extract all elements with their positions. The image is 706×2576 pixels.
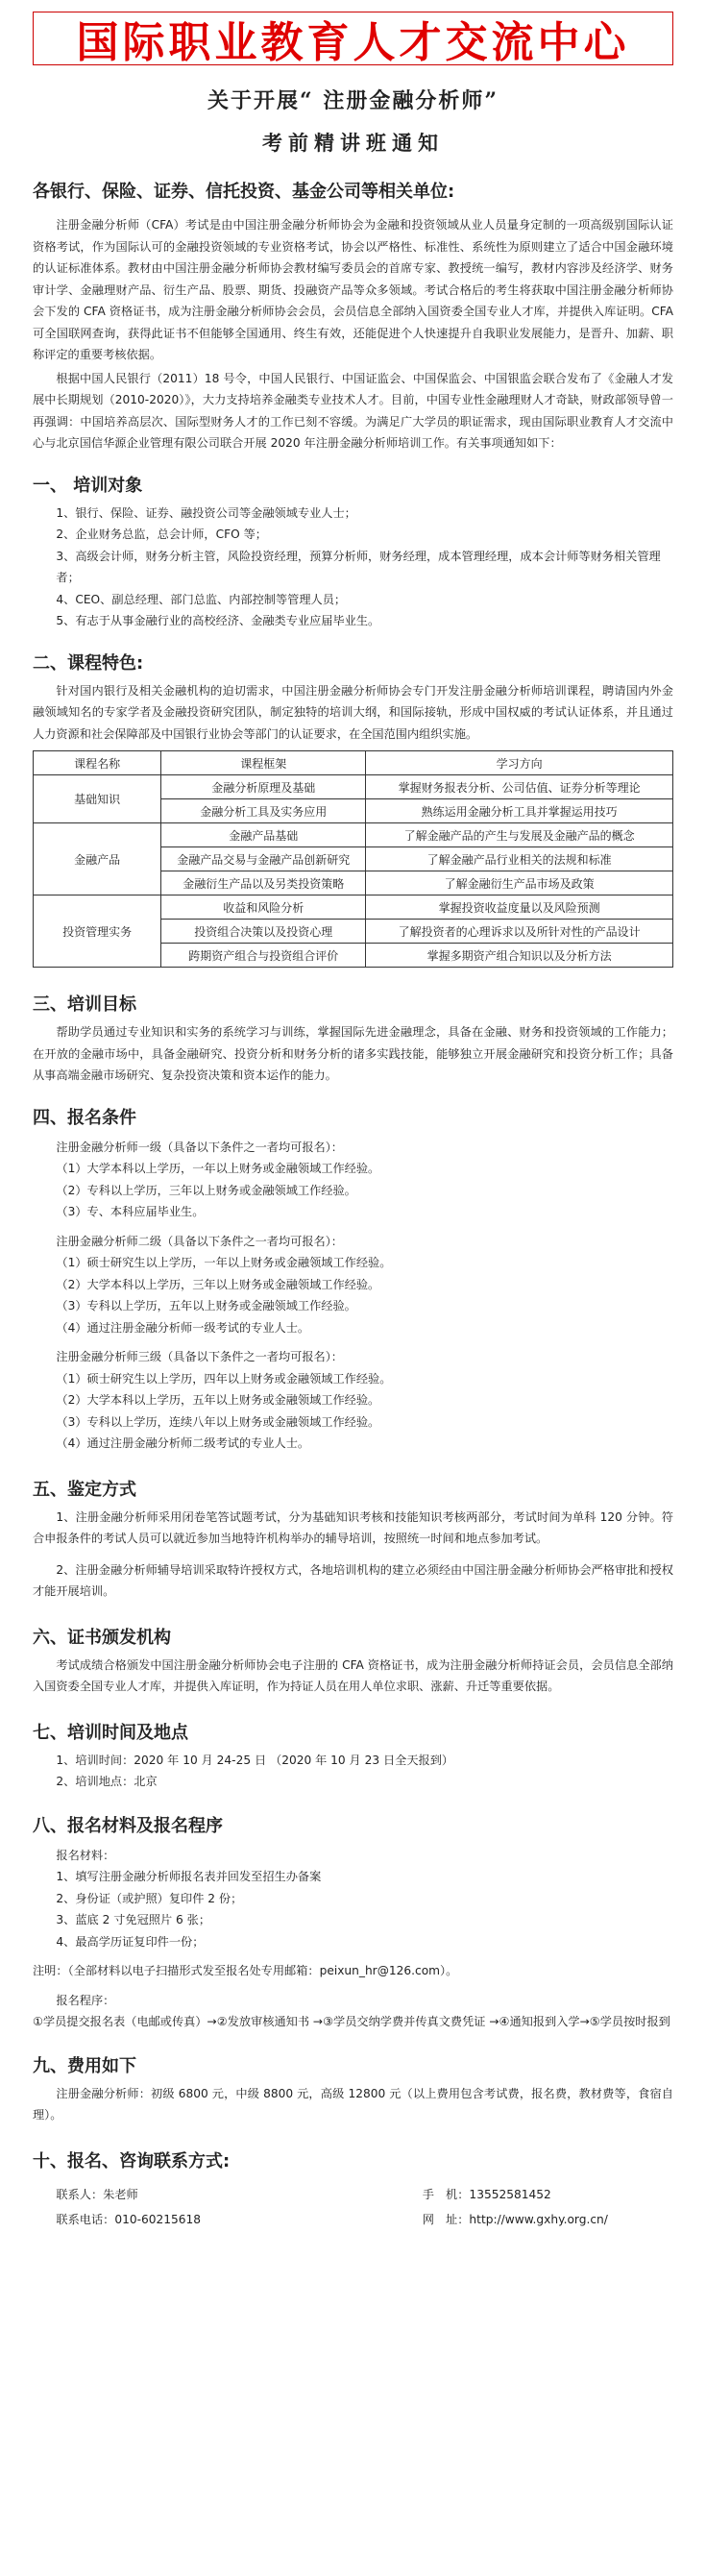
contact-website-link[interactable]: 网 址：http://www.gxhy.org.cn/ bbox=[422, 2212, 608, 2226]
section-heading-contact: 十、报名、咨询联系方式: bbox=[33, 2150, 231, 2171]
section-heading-course-features: 二、课程特色: bbox=[33, 652, 144, 674]
table-row bbox=[34, 775, 673, 799]
contact-block bbox=[33, 2182, 673, 2232]
table-header: 课程框架 bbox=[161, 751, 366, 775]
intro-paragraph-2: 根据中国人民银行（2011）18 号令，中国人民银行、中国证监会、中国保监会、中国银监会联合发布了《金融人才发展中长期规划（2010-2020）》，大力支持培养金融类专业技术人才。目前，中国专业性金融理财人才奇缺，财政部领导曾一再强调：中国培养高层次、国际型财务人才的工作已刻不容缓。为满足广大学员的职证需求，现由国际职业教育人才交流中心与北京国信华源企业管理有限公司联合开展 2020 年注册金融分析师培训工作。有关事项通知如下： bbox=[33, 371, 673, 450]
table-cell: 了解投资者的心理诉求以及所针对性的产品设计 bbox=[366, 920, 673, 944]
process-steps: ①学员提交报名表（电邮或传真）→②发放审核通知书 →③学员交纳学费并传真文费凭证 →④通知报到入学→⑤学员按时报到 bbox=[33, 2015, 670, 2028]
table-cell-course-name: 基础知识 bbox=[34, 775, 161, 823]
list-item: （1）硕士研究生以上学历，四年以上财务或金融领域工作经验。 bbox=[56, 1371, 392, 1386]
table-row bbox=[34, 823, 673, 847]
list-item: 1、银行、保险、证券、融投资公司等金融领域专业人士； bbox=[56, 505, 356, 520]
table-cell: 掌握财务报表分析、公司估值、证券分析等理论 bbox=[366, 775, 673, 799]
list-item: 4、最高学历证复印件一份； bbox=[56, 1934, 205, 1949]
contact-left bbox=[56, 2182, 306, 2232]
list-item: （3）专、本科应届毕业生。 bbox=[56, 1205, 205, 1218]
table-cell: 金融衍生产品以及另类投资策略 bbox=[161, 871, 366, 895]
list-item: （2）大学本科以上学历，三年以上财务或金融领域工作经验。 bbox=[56, 1277, 380, 1291]
list-item: （3）专科以上学历，连续八年以上财务或金融领域工作经验。 bbox=[56, 1414, 380, 1429]
notice-page bbox=[0, 12, 706, 2232]
table-cell: 了解金融衍生产品市场及政策 bbox=[366, 871, 673, 895]
table-header-row bbox=[34, 751, 673, 775]
list-item: （2）专科以上学历，三年以上财务或金融领域工作经验。 bbox=[56, 1183, 356, 1197]
list-item: 2、身份证（或护照）复印件 2 份； bbox=[56, 1891, 243, 1905]
assessment-paragraph-2: 2、注册金融分析师辅导培训采取特许授权方式，各地培训机构的建立必须经由中国注册金融分析师协会严格审批和授权才能开展培训。 bbox=[33, 1562, 673, 1598]
table-cell-course-name: 投资管理实务 bbox=[34, 895, 161, 968]
table-cell: 金融分析原理及基础 bbox=[161, 775, 366, 799]
list-item: （1）硕士研究生以上学历，一年以上财务或金融领域工作经验。 bbox=[56, 1256, 392, 1269]
section-heading-materials: 八、报名材料及报名程序 bbox=[33, 1815, 223, 1836]
table-cell-course-name: 金融产品 bbox=[34, 823, 161, 895]
table-header: 学习方向 bbox=[366, 751, 673, 775]
course-features-paragraph: 针对国内银行及相关金融机构的迫切需求，中国注册金融分析师协会专门开发注册金融分析师培训课程，聘请国内外金融领域知名的专家学者及金融投资研究团队，制定独特的培训大纲，和国际接轨，形成中国权威的考试认证体系，并且通过人力资源和社会保障部及中国银行业协会等部门的认证要求，在全国范围内组织实施。 bbox=[33, 683, 673, 741]
level-title: 注册金融分析师一级（具备以下条件之一者均可报名）： bbox=[56, 1140, 343, 1154]
training-goals-paragraph: 帮助学员通过专业知识和实务的系统学习与训练，掌握国际先进金融理念，具备在金融、财务和投资领域的工作能力；在开放的金融市场中，具备金融研究、投资分析和财务分析的诸多实践技能，能够独立开展金融研究和投资分析工作；具备从事高端金融市场研究、复杂投资决策和资本运作的能力。 bbox=[33, 1025, 673, 1082]
header-banner bbox=[33, 12, 673, 65]
course-table bbox=[33, 750, 673, 968]
table-cell: 收益和风险分析 bbox=[161, 895, 366, 920]
certificate-paragraph: 考试成绩合格颁发中国注册金融分析师协会电子注册的 CFA 资格证书，成为注册金融分析师持证会员，会员信息全部纳入国资委全国专业人才库，并提供入库证明，作为持证人员在用人单位求职、涨薪、升迁等重要依据。 bbox=[33, 1657, 673, 1693]
list-item: （2）大学本科以上学历，五年以上财务或金融领域工作经验。 bbox=[56, 1393, 380, 1407]
section-heading-training-goals: 三、培训目标 bbox=[33, 994, 136, 1015]
section-heading-assessment: 五、鉴定方式 bbox=[33, 1479, 136, 1500]
org-name: 国际职业教育人才交流中心 bbox=[76, 18, 630, 67]
section-heading-fees: 九、费用如下 bbox=[33, 2055, 136, 2076]
notice-subtitle: 考前精讲班通知 bbox=[262, 131, 444, 155]
list-item: （4）通过注册金融分析师一级考试的专业人士。 bbox=[56, 1320, 310, 1335]
materials-title: 报名材料： bbox=[56, 1848, 115, 1862]
level-title: 注册金融分析师二级（具备以下条件之一者均可报名）： bbox=[56, 1234, 343, 1248]
section-heading-eligibility: 四、报名条件 bbox=[33, 1107, 136, 1128]
section-heading-training-targets: 一、 培训对象 bbox=[33, 475, 143, 496]
table-cell: 了解金融产品的产生与发展及金融产品的概念 bbox=[366, 823, 673, 847]
contact-person: 联系人：朱老师 bbox=[56, 2187, 138, 2201]
list-item: 3、蓝底 2 寸免冠照片 6 张； bbox=[56, 1913, 211, 1926]
section-heading-time-place: 七、培训时间及地点 bbox=[33, 1722, 188, 1743]
table-cell: 金融分析工具及实务应用 bbox=[161, 799, 366, 823]
contact-right bbox=[307, 2182, 673, 2232]
contact-phone: 联系电话：010-60215618 bbox=[56, 2212, 202, 2226]
table-cell: 金融产品基础 bbox=[161, 823, 366, 847]
table-cell: 掌握投资收益度量以及风险预测 bbox=[366, 895, 673, 920]
table-cell: 掌握多期资产组合知识以及分析方法 bbox=[366, 944, 673, 968]
list-item: 1、填写注册金融分析师报名表并回发至招生办备案 bbox=[56, 1870, 322, 1883]
list-item: （1）大学本科以上学历，一年以上财务或金融领域工作经验。 bbox=[56, 1162, 380, 1175]
contact-mobile: 手 机：13552581452 bbox=[422, 2187, 551, 2201]
list-item: 2、企业财务总监，总会计师，CFO 等； bbox=[56, 527, 267, 541]
intro-paragraph-1: 注册金融分析师（CFA）考试是由中国注册金融分析师协会为金融和投资领域从业人员量身定制的一项高级别国际认证资格考试，作为国际认可的金融投资领域的专业资格考试，协会以严格性、标准性、系统性为原则建立了适合中国金融环境的认证标准体系。教材由中国注册金融分析师协会教材编写委员会的首席专家、教授统一编写，教材内容涉及经济学、财务审计学、金融理财产品、衍生产品、股票、期货、投融资产品等众多领域。考试合格后的考生将获取中国注册金融分析师协会下发的 CFA 资格证书，成为注册金融分析师协会会员，会员信息全部纳入国资委全国专业人才库，并提供入库证明。CFA 可全国联网查询，获得此证书不但能够全国通用、终生有效，还能促进个人快速提升自我职业发展能力，是晋升、加薪、职称评定的重要考核依据。 bbox=[33, 218, 673, 361]
materials-note: 注明：（全部材料以电子扫描形式发至报名处专用邮箱：peixun_hr@126.com）。 bbox=[33, 1964, 458, 1977]
table-cell: 金融产品交易与金融产品创新研究 bbox=[161, 847, 366, 871]
table-header: 课程名称 bbox=[34, 751, 161, 775]
training-time: 1、培训时间：2020 年 10 月 24-25 日 （2020 年 10 月 23 日全天报到） bbox=[56, 1753, 454, 1767]
fees-paragraph: 注册金融分析师：初级 6800 元，中级 8800 元，高级 12800 元（以上费用包含考试费，报名费，教材费等，食宿自理）。 bbox=[33, 2086, 673, 2122]
table-cell: 熟练运用金融分析工具并掌握运用技巧 bbox=[366, 799, 673, 823]
section-heading-certificate: 六、证书颁发机构 bbox=[33, 1627, 171, 1648]
assessment-paragraph-1: 1、注册金融分析师采用闭卷笔答试题考试，分为基础知识考核和技能知识考核两部分，考试时间为单科 120 分钟。符合申报条件的考试人员可以就近参加当地特许机构举办的辅导培训，按照统一时间和地点参加考试。 bbox=[33, 1509, 673, 1545]
table-cell: 了解金融产品行业相关的法规和标准 bbox=[366, 847, 673, 871]
table-cell: 投资组合决策以及投资心理 bbox=[161, 920, 366, 944]
table-row bbox=[34, 895, 673, 920]
list-item: 4、CEO、副总经理、部门总监、内部控制等管理人员； bbox=[56, 592, 347, 606]
list-item: （4）通过注册金融分析师二级考试的专业人士。 bbox=[56, 1436, 310, 1450]
level-title: 注册金融分析师三级（具备以下条件之一者均可报名）： bbox=[56, 1350, 343, 1363]
addressee: 各银行、保险、证券、信托投资、基金公司等相关单位: bbox=[33, 182, 455, 202]
training-place: 2、培训地点：北京 bbox=[56, 1775, 158, 1788]
notice-title: 关于开展“ 注册金融分析师” bbox=[207, 88, 499, 113]
list-item: （3）专科以上学历，五年以上财务或金融领域工作经验。 bbox=[56, 1299, 356, 1313]
table-cell: 跨期资产组合与投资组合评价 bbox=[161, 944, 366, 968]
list-item: 3、高级会计师，财务分析主管，风险投资经理，预算分析师，财务经理，成本管理经理，成本会计师等财务相关管理者； bbox=[56, 549, 661, 584]
list-item: 5、有志于从事金融行业的高校经济、金融类专业应届毕业生。 bbox=[56, 614, 380, 627]
process-title: 报名程序： bbox=[56, 1993, 115, 2007]
